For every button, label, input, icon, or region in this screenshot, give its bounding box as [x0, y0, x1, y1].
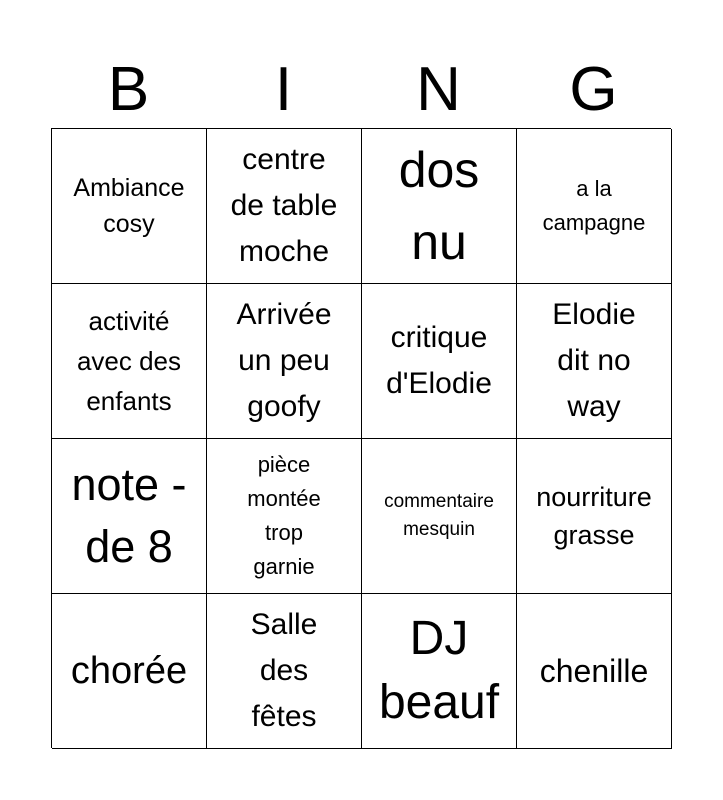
- bingo-cell[interactable]: a la campagne: [517, 129, 672, 284]
- bingo-cell[interactable]: nourriture grasse: [517, 439, 672, 594]
- bingo-cell[interactable]: pièce montée trop garnie: [207, 439, 362, 594]
- bingo-cell[interactable]: note - de 8: [52, 439, 207, 594]
- bingo-cell[interactable]: DJ beauf: [362, 594, 517, 749]
- bingo-cell[interactable]: dos nu: [362, 129, 517, 284]
- header-letter-n: N: [416, 55, 461, 124]
- bingo-cell[interactable]: activité avec des enfants: [52, 284, 207, 439]
- bingo-cell[interactable]: Elodie dit no way: [517, 284, 672, 439]
- bingo-cell[interactable]: centre de table moche: [207, 129, 362, 284]
- header-letter-b: B: [107, 55, 150, 124]
- bingo-cell[interactable]: commentaire mesquin: [362, 439, 517, 594]
- bingo-cell[interactable]: chenille: [517, 594, 672, 749]
- bingo-board: [51, 128, 671, 748]
- header-letter-g: G: [569, 55, 618, 124]
- header-letter-i: I: [274, 55, 293, 124]
- bingo-header: [51, 52, 671, 128]
- bingo-cell[interactable]: chorée: [52, 594, 207, 749]
- bingo-cell[interactable]: Arrivée un peu goofy: [207, 284, 362, 439]
- bingo-cell[interactable]: critique d'Elodie: [362, 284, 517, 439]
- bingo-cell[interactable]: Salle des fêtes: [207, 594, 362, 749]
- bingo-cell[interactable]: Ambiance cosy: [52, 129, 207, 284]
